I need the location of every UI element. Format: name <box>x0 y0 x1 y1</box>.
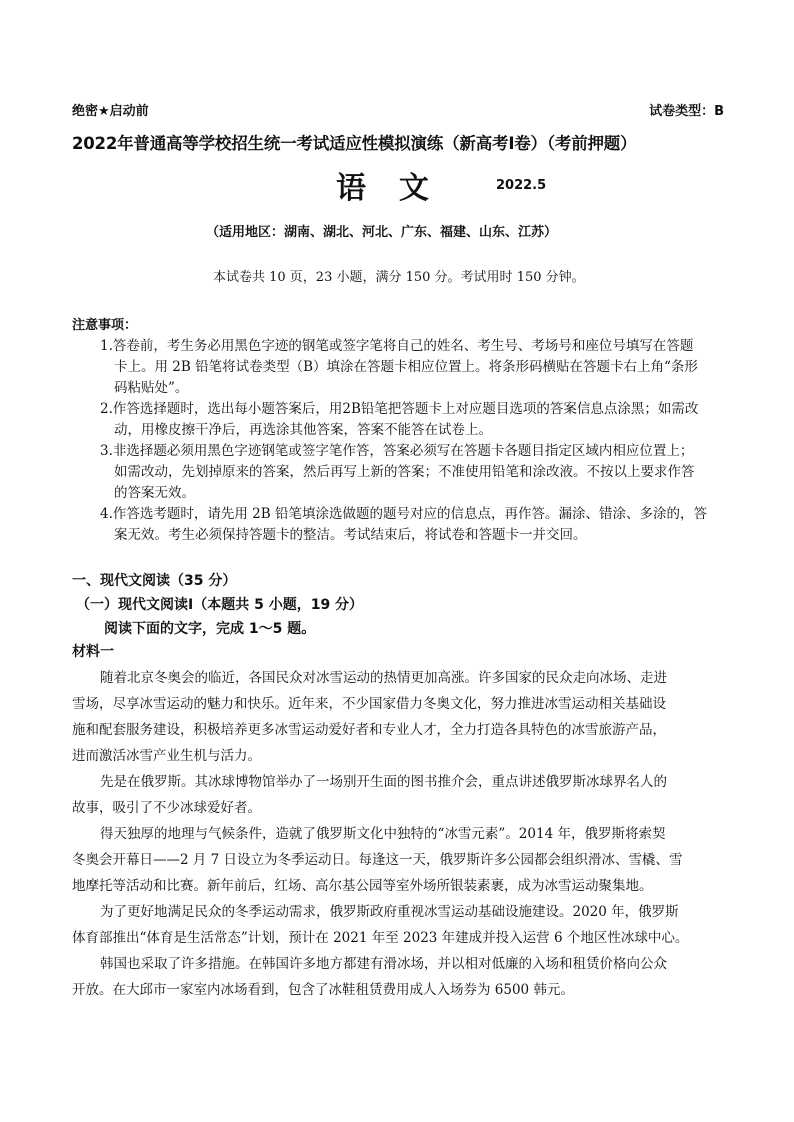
section-title: 一、现代文阅读（35 分） <box>72 573 237 589</box>
secret-label: 绝密★启动前 <box>72 104 149 119</box>
regions: （适用地区：湖南、湖北、河北、广东、福建、山东、江苏） <box>206 225 558 240</box>
reading-instruction: 阅读下面的文字，完成 1～5 题。 <box>104 621 316 637</box>
material-line: 进而激活冰雪产业生机与活力。 <box>72 748 261 764</box>
notes-heading: 注意事项： <box>72 318 138 333</box>
notes-line: 如需改动，先划掉原来的答案，然后再写上新的答案；不准使用铅笔和涂改液。不按以上要求作答 <box>114 464 695 480</box>
material-line: 体育部推出“体育是生活常态”计划，预计在 2021 年至 2023 年建成并投入运营 6 个地区性冰球中心。 <box>72 930 689 946</box>
notes-line: 3.非选择题必须用黑色字迹钢笔或签字笔作答，答案必须写在答题卡各题目指定区域内相应位置上； <box>100 443 694 459</box>
material-line: 开放。在大邱市一家室内冰场看到，包含了冰鞋租赁费用成人入场券为 6500 韩元。 <box>72 982 574 998</box>
exam-title: 2022年普通高等学校招生统一考试适应性模拟演练（新高考Ⅰ卷）（考前押题） <box>72 134 637 153</box>
exam-summary: 本试卷共 10 页，23 小题，满分 150 分。考试用时 150 分钟。 <box>213 270 585 285</box>
material-line: 地摩托等活动和比赛。新年前后，红场、高尔基公园等室外场所银装素裹，成为冰雪运动聚集地。 <box>72 878 653 894</box>
material-line: 随着北京冬奥会的临近，各国民众对冰雪运动的热情更加高涨。许多国家的民众走向冰场、走进 <box>100 670 667 686</box>
material-line: 为了更好地满足民众的冬季运动需求，俄罗斯政府重视冰雪运动基础设施建设。2020 年，俄罗斯 <box>100 904 679 920</box>
notes-line: 1.答卷前，考生务必用黑色字迹的钢笔或签字笔将自己的姓名、考生号、考场号和座位号填写在答题 <box>100 338 694 354</box>
section-subtitle: （一）现代文阅读Ⅰ（本题共 5 小题，19 分） <box>76 597 364 613</box>
material-line: 施和配套服务建设，积极培养更多冰雪运动爱好者和专业人才，全力打造各具特色的冰雪旅游产品， <box>72 722 666 738</box>
notes-line: 2.作答选择题时，选出每小题答案后，用2B铅笔把答题卡上对应题目选项的答案信息点涂黑；如需改 <box>100 401 699 417</box>
notes-line: 案无效。考生必须保持答题卡的整洁。考试结束后，将试卷和答题卡一并交回。 <box>114 527 587 543</box>
notes-line: 卡上。用 2B 铅笔将试卷类型（B）填涂在答题卡相应位置上。将条形码横贴在答题卡右上角“条形 <box>114 359 698 375</box>
material-line: 故事，吸引了不少冰球爱好者。 <box>72 800 261 816</box>
material-line: 韩国也采取了许多措施。在韩国许多地方都建有滑冰场，并以相对低廉的入场和租赁价格向公众 <box>100 956 667 972</box>
material-line: 先是在俄罗斯。其冰球博物馆举办了一场别开生面的图书推介会，重点讲述俄罗斯冰球界名人的 <box>100 774 667 790</box>
subject-title: 语 文 <box>336 171 433 206</box>
exam-date: 2022.5 <box>496 178 547 193</box>
notes-line: 的答案无效。 <box>114 485 195 501</box>
notes-line: 码粘贴处”。 <box>114 380 189 396</box>
material-line: 冬奥会开幕日——2 月 7 日设立为冬季运动日。每逢这一天，俄罗斯许多公园都会组织滑冰、雪橇、雪 <box>72 852 683 868</box>
notes-line: 动，用橡皮擦干净后，再选涂其他答案，答案不能答在试卷上。 <box>114 422 492 438</box>
material-line: 雪场，尽享冰雪运动的魅力和快乐。近年来，不少国家借力冬奥文化，努力推进冰雪运动相关基础设 <box>72 696 666 712</box>
material-line: 得天独厚的地理与气候条件，造就了俄罗斯文化中独特的“冰雪元素”。2014 年，俄罗斯将索契 <box>100 826 666 842</box>
paper-type: 试卷类型：B <box>649 104 724 119</box>
notes-line: 4.作答选考题时，请先用 2B 铅笔填涂选做题的题号对应的信息点，再作答。漏涂、错涂、多涂的，答 <box>100 506 707 522</box>
material-label: 材料一 <box>72 644 114 660</box>
